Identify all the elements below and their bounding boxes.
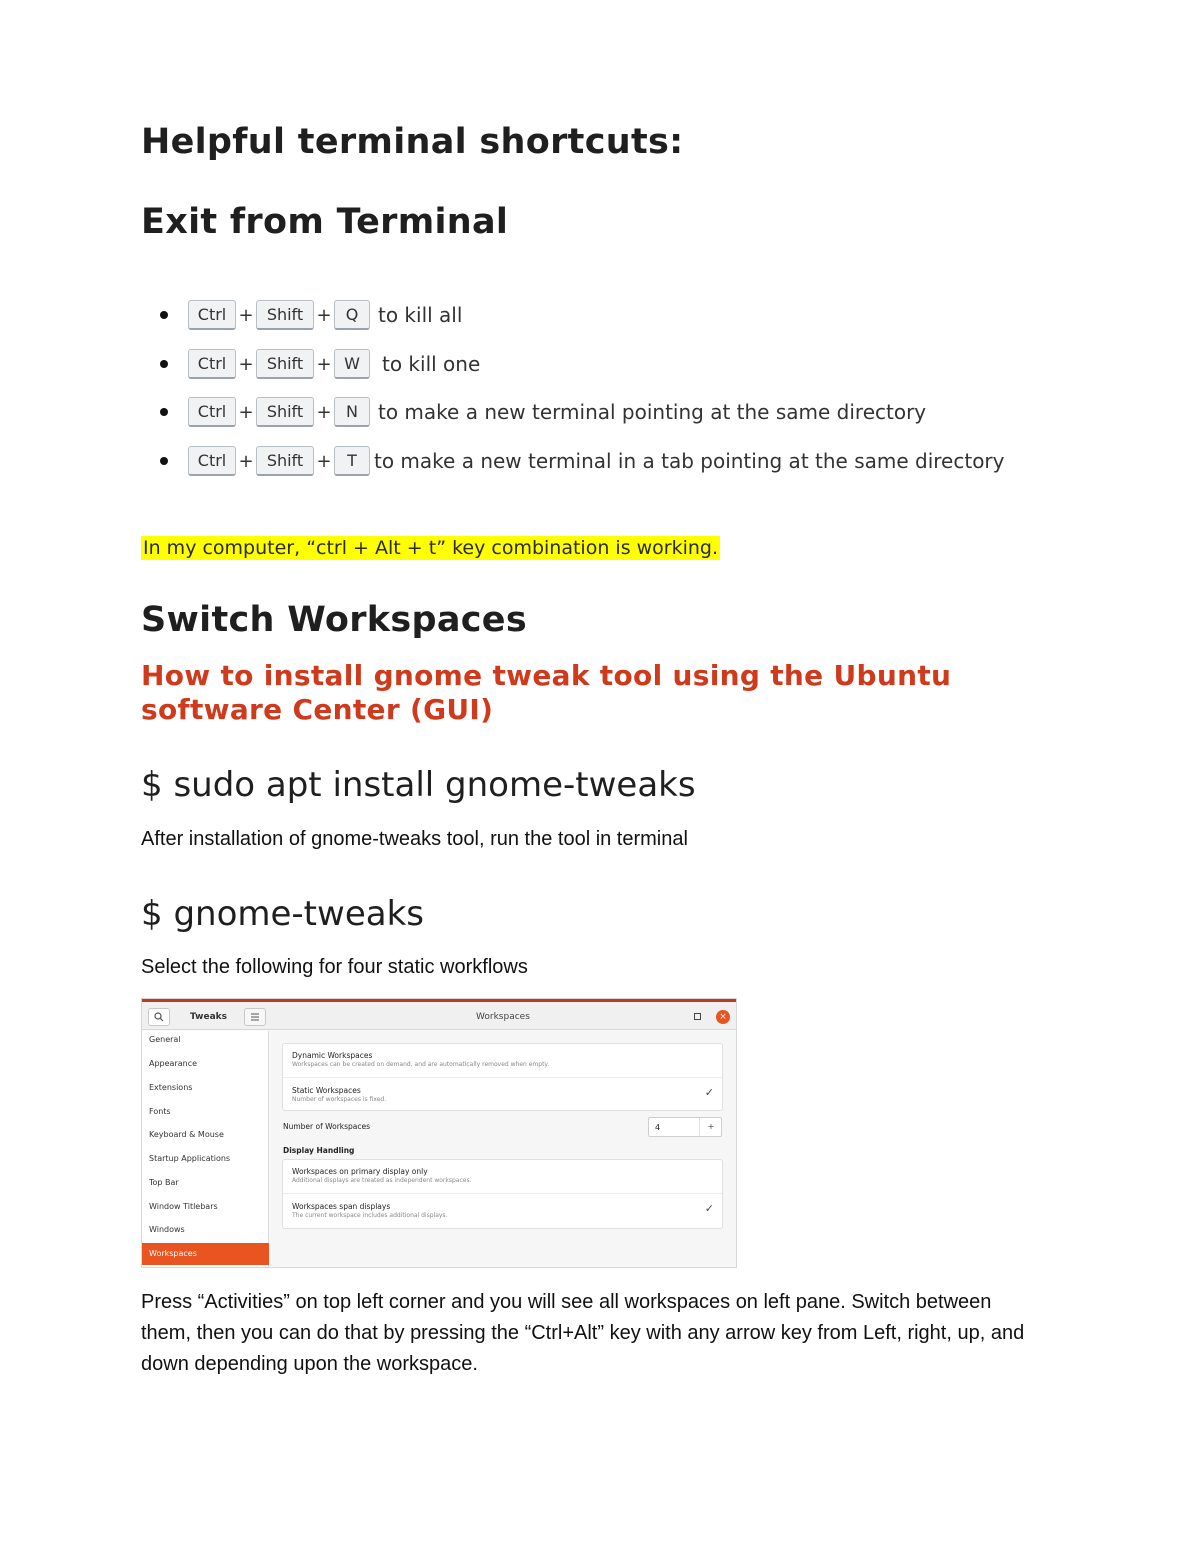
key-ctrl: Ctrl [188,349,236,379]
app-title: Tweaks [190,1012,227,1022]
check-icon: ✓ [704,1202,714,1215]
list-item [160,395,926,429]
list-item [160,347,480,381]
switch-heading: Switch Workspaces [141,600,527,640]
header-bar [142,1002,736,1030]
static-workspaces-description: Number of workspaces is fixed. [292,1096,387,1103]
highlight-text: In my computer, “ctrl + Alt + t” key combination is working. [143,537,719,559]
bullet [160,408,168,416]
bullet [160,311,168,319]
key-letter: N [334,397,370,427]
dynamic-workspaces-description: Workspaces can be created on demand, and are automatically removed when empty. [292,1061,550,1068]
key-letter: Q [334,300,370,330]
sidebar-item-fonts[interactable]: Fonts [149,1107,171,1116]
plus-sign: + [316,353,332,375]
hamburger-icon[interactable] [244,1008,266,1026]
span-displays-description: The current workspace includes additional displays. [292,1212,448,1219]
sidebar-item-workspaces[interactable] [142,1243,269,1265]
primary-display-description: Additional displays are treated as independent workspaces. [292,1177,472,1184]
key-shift: Shift [256,300,314,330]
sidebar-item-label: Workspaces [149,1249,197,1258]
magnifier-icon[interactable] [148,1008,170,1026]
span-displays-option[interactable]: Workspaces span displays [292,1202,391,1211]
number-of-workspaces-label: Number of Workspaces [283,1122,371,1131]
workspace-count-value: 4 [655,1123,661,1132]
final-paragraph: Press “Activities” on top left corner and you will see all workspaces on left pane. Switch between them, then you can do that by pressing the “Ctrl+Alt” key with any arrow key from Left, right, up, and down depending upon the workspace. [141,1291,1025,1375]
tweaks-sidebar [142,1031,269,1268]
bullet [160,360,168,368]
highlighted-note [141,537,720,559]
plus-sign: + [316,304,332,326]
key-letter: W [334,349,370,379]
sidebar-item-window-titlebars[interactable]: Window Titlebars [149,1202,218,1211]
key-letter: T [334,446,370,476]
tweaks-screenshot [141,998,737,1268]
list-item [160,444,1005,478]
plus-sign: + [238,304,254,326]
shortcut-description: to kill all [378,303,463,327]
shortcut-description: to kill one [382,352,481,376]
sidebar-item-keyboard-mouse[interactable]: Keyboard & Mouse [149,1130,224,1139]
bullet [160,457,168,465]
workspaces-panel [270,1031,736,1268]
primary-display-option[interactable]: Workspaces on primary display only [292,1167,428,1176]
list-item [160,298,462,332]
increment-button[interactable]: + [699,1118,722,1136]
key-ctrl: Ctrl [188,446,236,476]
plus-sign: + [238,353,254,375]
install-heading: How to install gnome tweak tool using the Ubuntu software Center (GUI) [141,659,952,726]
dynamic-workspaces-option[interactable]: Dynamic Workspaces [292,1051,373,1060]
key-ctrl: Ctrl [188,300,236,330]
plus-sign: + [316,401,332,423]
run-command: $ gnome-tweaks [141,894,424,934]
shortcut-list [160,298,1060,488]
exit-heading: Exit from Terminal [141,202,509,242]
sidebar-item-appearance[interactable]: Appearance [149,1059,198,1068]
after-install-text: After installation of gnome-tweaks tool, run the tool in terminal [141,828,688,850]
shortcut-description: to make a new terminal in a tab pointing at the same directory [374,449,1005,473]
maximize-icon[interactable] [694,1013,701,1020]
plus-sign: + [238,401,254,423]
key-ctrl: Ctrl [188,397,236,427]
shortcut-description: to make a new terminal pointing at the same directory [378,400,927,424]
sidebar-item-extensions[interactable]: Extensions [149,1083,193,1092]
install-command: $ sudo apt install gnome-tweaks [141,765,696,805]
divider [283,1077,722,1078]
sidebar-item-startup-applications[interactable]: Startup Applications [149,1154,231,1163]
close-icon[interactable]: × [716,1010,730,1024]
select-text: Select the following for four static workflows [141,956,528,978]
plus-sign: + [316,450,332,472]
sidebar-item-general[interactable]: General [149,1035,181,1044]
check-icon: ✓ [704,1086,714,1099]
display-handling-card [282,1159,723,1229]
window-title: Workspaces [476,1012,530,1022]
workspace-count-stepper[interactable] [648,1117,722,1137]
divider [283,1193,722,1194]
page-title: Helpful terminal shortcuts: [141,122,684,162]
sidebar-item-top-bar[interactable]: Top Bar [149,1178,179,1187]
key-shift: Shift [256,446,314,476]
plus-sign: + [238,450,254,472]
display-handling-heading: Display Handling [283,1146,355,1155]
key-shift: Shift [256,349,314,379]
workspace-mode-card [282,1043,723,1111]
key-shift: Shift [256,397,314,427]
static-workspaces-option[interactable]: Static Workspaces [292,1086,361,1095]
sidebar-item-windows[interactable]: Windows [149,1225,185,1234]
